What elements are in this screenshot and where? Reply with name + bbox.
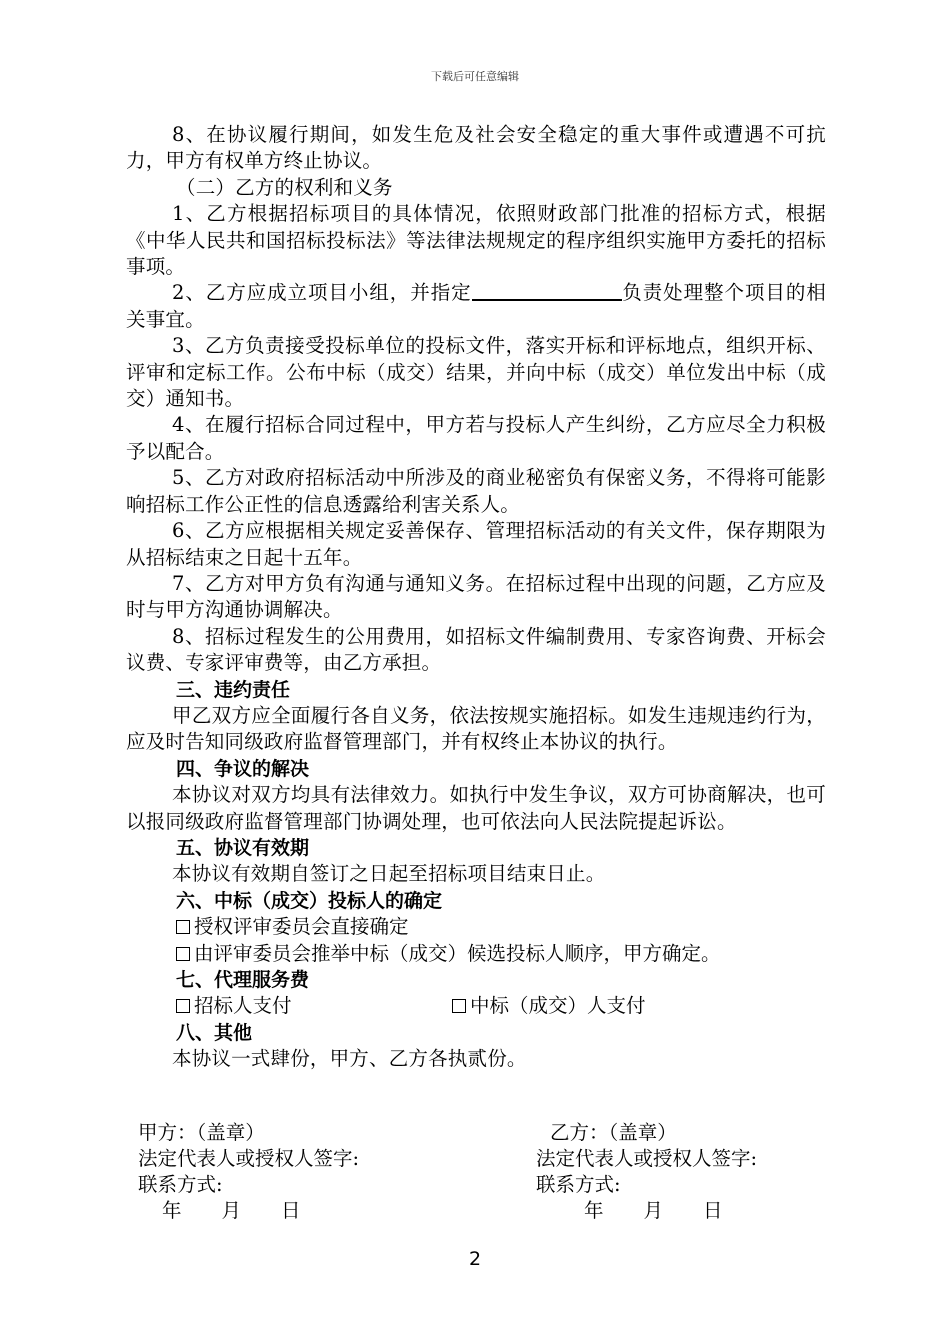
paragraph-validity: 本协议有效期自签订之日起至招标项目结束日止。 xyxy=(172,862,606,886)
paragraph-b2-post: 负责处理整个项目的相关事宜。 xyxy=(126,281,826,331)
checkbox-icon[interactable] xyxy=(176,947,190,961)
option-direct-label: 授权评审委员会直接确定 xyxy=(194,915,409,939)
party-b-date xyxy=(536,1198,757,1224)
day-label: 日 xyxy=(281,1199,301,1222)
month-label: 月 xyxy=(221,1199,242,1222)
party-b-signature xyxy=(536,1120,757,1224)
heading-dispute: 四、争议的解决 xyxy=(176,757,310,780)
document-body xyxy=(126,122,826,1073)
paragraph-b8: 8、招标过程发生的公用费用，如招标文件编制费用、专家咨询费、开标会议费、专家评审费等，由乙方承担。 xyxy=(126,624,826,675)
year-label: 年 xyxy=(584,1199,604,1222)
paragraph-breach: 甲乙双方应全面履行各自义务，依法按规实施招标。如发生违规违约行为，应及时告知同级政府监督管理部门，并有权终止本协议的执行。 xyxy=(126,703,826,754)
day-label: 日 xyxy=(703,1199,723,1222)
paragraph-b4: 4、在履行招标合同过程中，甲方若与投标人产生纠纷，乙方应尽全力积极予以配合。 xyxy=(126,413,826,463)
party-a-rep: 法定代表人或授权人签字: xyxy=(138,1147,360,1170)
year-label: 年 xyxy=(162,1199,182,1222)
party-b-rep: 法定代表人或授权人签字: xyxy=(536,1147,758,1170)
heading-other: 八、其他 xyxy=(176,1021,253,1044)
option-winner-label: 中标（成交）人支付 xyxy=(470,994,646,1018)
option-winner-pays[interactable] xyxy=(452,993,646,1019)
paragraph-b7: 7、乙方对甲方负有沟通与通知义务。在招标过程中出现的问题，乙方应及时与甲方沟通协调解决。 xyxy=(126,571,826,622)
heading-fee: 七、代理服务费 xyxy=(176,968,310,991)
option-tenderer-label: 招标人支付 xyxy=(194,994,292,1018)
blank-underline[interactable] xyxy=(472,281,622,301)
paragraph-b2-pre: 2、乙方应成立项目小组，并指定 xyxy=(172,281,472,305)
option-direct[interactable] xyxy=(126,914,826,940)
paragraph-dispute: 本协议对双方均具有法律效力。如执行中发生争议，双方可协商解决，也可以报同级政府监督管理部门协调处理，也可依法向人民法院提起诉讼。 xyxy=(126,783,826,833)
party-b-contact: 联系方式: xyxy=(536,1173,621,1196)
checkbox-icon[interactable] xyxy=(176,999,190,1013)
party-a-signature xyxy=(138,1120,359,1224)
fee-options xyxy=(126,993,826,1019)
page-number: 2 xyxy=(468,1248,482,1270)
paragraph-a8: 8、在协议履行期间，如发生危及社会安全稳定的重大事件或遭遇不可抗力，甲方有权单方终止协议。 xyxy=(126,123,826,173)
option-tenderer-pays[interactable] xyxy=(176,994,292,1017)
checkbox-icon[interactable] xyxy=(176,920,190,934)
checkbox-icon[interactable] xyxy=(452,999,466,1013)
heading-validity: 五、协议有效期 xyxy=(176,836,310,859)
paragraph-b3: 3、乙方负责接受投标单位的投标文件，落实开标和评标地点，组织开标、评审和定标工作。公布中标（成交）结果，并向中标（成交）单位发出中标（成交）通知书。 xyxy=(126,334,826,411)
paragraph-b2 xyxy=(126,280,826,333)
paragraph-b6: 6、乙方应根据相关规定妥善保存、管理招标活动的有关文件，保存期限为从招标结束之日起十五年。 xyxy=(126,519,826,569)
section-heading-2: （二）乙方的权利和义务 xyxy=(176,175,393,199)
paragraph-b5: 5、乙方对政府招标活动中所涉及的商业秘密负有保密义务，不得将可能影响招标工作公正性的信息透露给利害关系人。 xyxy=(126,466,826,516)
option-recommend-label: 由评审委员会推举中标（成交）候选投标人顺序，甲方确定。 xyxy=(194,941,721,965)
paragraph-b1: 1、乙方根据招标项目的具体情况，依照财政部门批准的招标方式，根据《中华人民共和国招标投标法》等法律法规规定的程序组织实施甲方委托的招标事项。 xyxy=(126,202,826,279)
party-a-date xyxy=(138,1198,359,1224)
page-header: 下载后可任意编辑 xyxy=(431,70,519,83)
party-a-contact: 联系方式: xyxy=(138,1173,223,1196)
heading-winner: 六、中标（成交）投标人的确定 xyxy=(176,889,443,912)
option-recommend[interactable] xyxy=(126,941,826,967)
party-a-label: 甲方：（盖章） xyxy=(138,1121,265,1144)
paragraph-other: 本协议一式肆份，甲方、乙方各执贰份。 xyxy=(172,1047,527,1071)
party-b-label: 乙方：（盖章） xyxy=(550,1121,677,1144)
month-label: 月 xyxy=(643,1199,664,1222)
heading-breach: 三、违约责任 xyxy=(176,678,291,701)
